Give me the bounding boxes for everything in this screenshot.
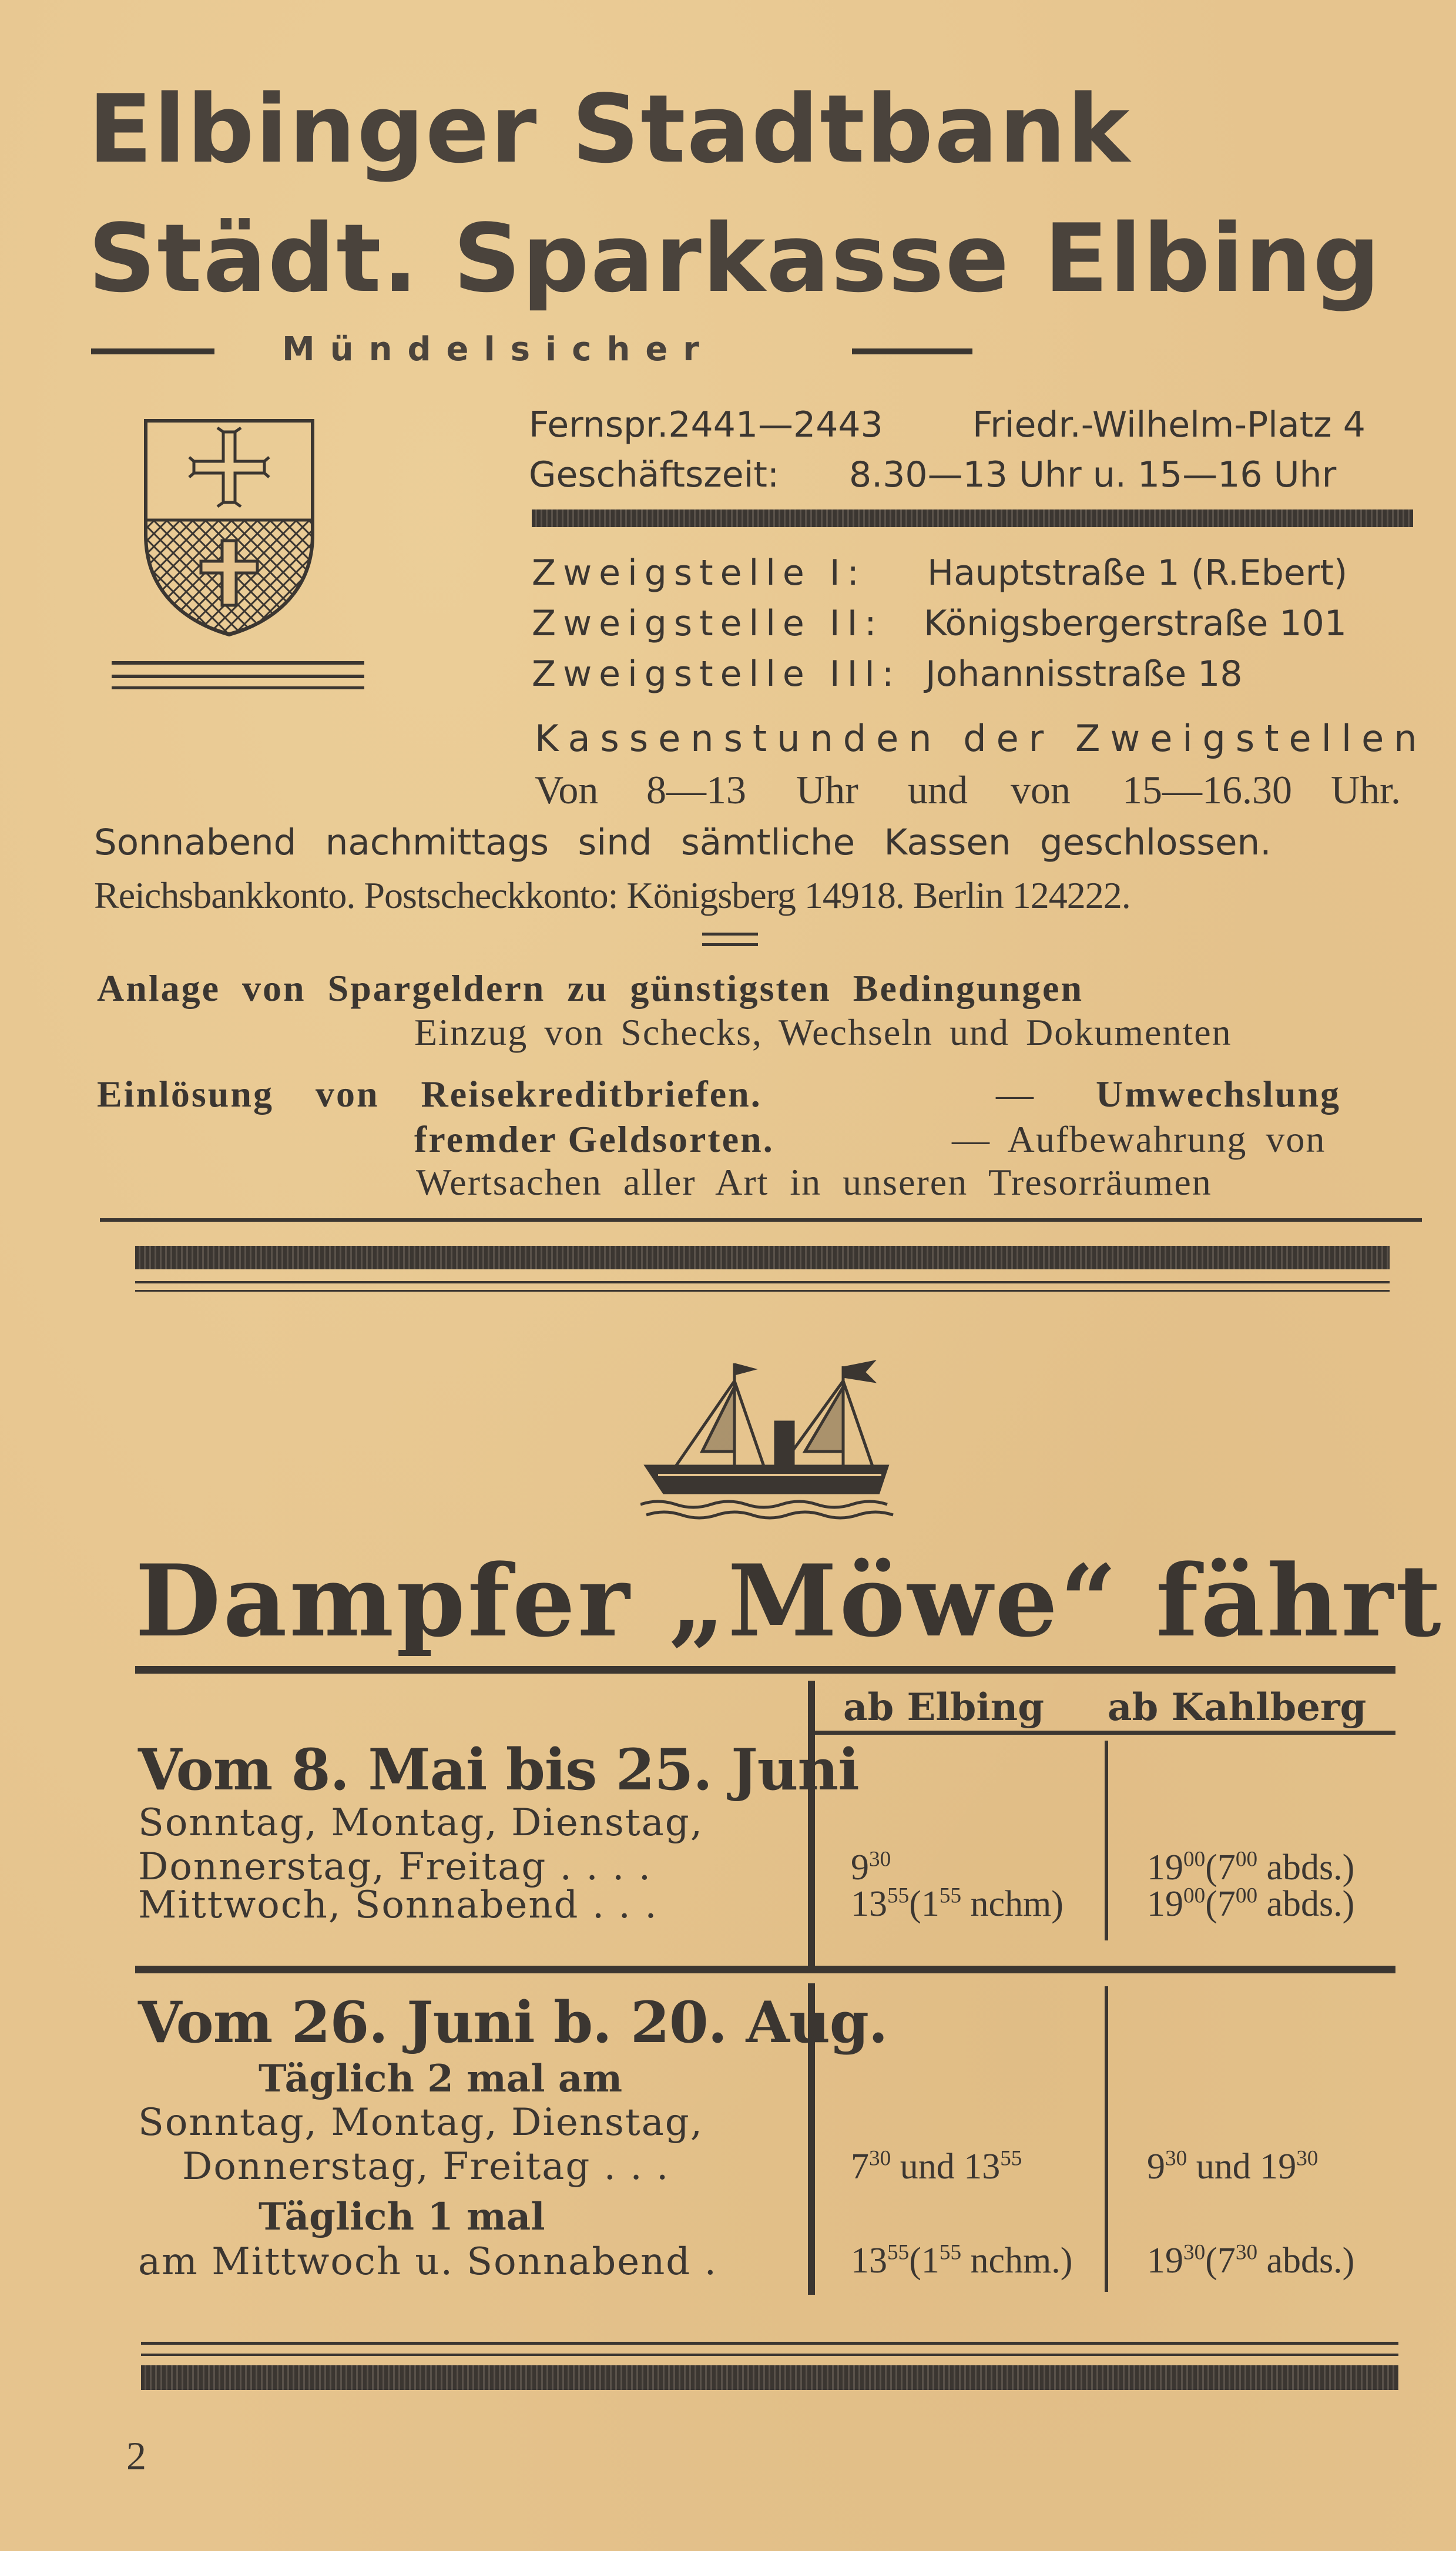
branch-hours-d: und	[908, 767, 968, 812]
period-1-heading: Vom 8. Mai bis 25. Juni	[138, 1737, 859, 1803]
branch-hours-f: 15—16.30	[1122, 767, 1292, 812]
p2-elbing-1: $7^{30}$ und $13^{55}$	[851, 2146, 1022, 2187]
service-2-text-a: — Aufbewahrung von	[952, 1118, 1326, 1160]
coat-of-arms-icon	[141, 417, 317, 638]
bank-title-line1: Elbinger Stadtbank	[88, 74, 1131, 184]
branch-1-label: Zweigstelle I:	[532, 552, 866, 594]
service-2-heading-a: Einlösung von Reisekreditbriefen.	[97, 1073, 762, 1115]
p1-elbing-1: $9^{30}$	[851, 1847, 891, 1888]
footer-rule-1	[141, 2342, 1398, 2345]
bank-bottom-rule	[100, 1218, 1422, 1222]
timetable-vline-main	[808, 1681, 815, 1972]
period-divider	[135, 1966, 1395, 1973]
tagline-rule-right	[852, 348, 972, 354]
p2-sub-2: Täglich 1 mal	[259, 2195, 545, 2239]
accounts-rule-1	[702, 933, 758, 936]
p1-days-2: Mittwoch, Sonnabend . . .	[138, 1883, 658, 1927]
branch-hours-title: Kassenstunden der Zweigstellen	[535, 717, 1427, 760]
service-2-dash: —	[996, 1073, 1034, 1115]
timetable-vline-mid-2	[1105, 1986, 1108, 2292]
tagline: Mündelsicher	[282, 330, 714, 368]
steamship-icon	[640, 1352, 899, 1522]
header-ab-kahlberg: ab Kahlberg	[1108, 1685, 1367, 1729]
saturday-note: Sonnabend nachmittags sind sämtliche Kassen geschlossen.	[94, 822, 1272, 863]
service-2-heading-b: Umwechslung	[1096, 1073, 1341, 1115]
branch-3-label: Zweigstelle III:	[532, 653, 901, 695]
arms-rule-3	[112, 686, 364, 689]
tagline-rule-left	[91, 348, 214, 354]
timetable-vline-mid	[1105, 1741, 1108, 1940]
service-1-heading: Anlage von Spargeldern zu günstigsten Bedingungen	[97, 967, 1084, 1009]
p1-days-1b: Donnerstag, Freitag . . . .	[138, 1845, 652, 1889]
branch-3-address: Johannisstraße 18	[925, 653, 1243, 695]
p2-days-1a: Sonntag, Montag, Dienstag,	[138, 2101, 704, 2144]
service-2-text-b: Wertsachen aller Art in unseren Tresorräumen	[416, 1161, 1212, 1203]
bank-accounts: Reichsbankkonto. Postscheckkonto: Königsberg 14918. Berlin 124222.	[94, 874, 1130, 916]
branch-hours-g: Uhr.	[1331, 767, 1401, 812]
bank-title-line2: Städt. Sparkasse Elbing	[88, 203, 1381, 313]
branch-hours-e: von	[1011, 767, 1071, 812]
branch-hours-c: Uhr	[796, 767, 858, 812]
page-number: 2	[126, 2433, 146, 2478]
header-ab-elbing: ab Elbing	[843, 1685, 1044, 1729]
p2-kahlberg-1: $9^{30}$ und $19^{30}$	[1147, 2146, 1319, 2187]
steamer-title: Dampfer „Möwe“ fährt	[135, 1543, 1444, 1659]
bank-bottom-rule-2	[135, 1281, 1390, 1283]
contact-divider	[532, 509, 1413, 527]
footer-rule-2	[141, 2354, 1398, 2356]
service-2-heading-c: fremder Geldsorten.	[414, 1118, 774, 1160]
bank-address: Friedr.-Wilhelm-Platz 4	[972, 404, 1366, 445]
arms-rule-1	[112, 661, 364, 665]
branch-2-label: Zweigstelle II:	[532, 603, 884, 644]
branch-2-address: Königsbergerstraße 101	[924, 603, 1347, 644]
header-under-rule	[814, 1731, 1395, 1735]
timetable-top-rule	[135, 1666, 1395, 1674]
bank-bottom-rule-3	[135, 1290, 1390, 1292]
footer-band	[141, 2365, 1398, 2390]
p2-days-1b: Donnerstag, Freitag . . .	[182, 2145, 670, 2188]
p1-elbing-2: $13^{55}(1^{55}$ nchm)	[851, 1883, 1064, 1924]
hours-label: Geschäftszeit:	[529, 454, 780, 495]
branch-1-address: Hauptstraße 1 (R.Ebert)	[927, 552, 1348, 594]
p2-days-2: am Mittwoch u. Sonnabend .	[138, 2240, 717, 2284]
bank-bottom-band	[135, 1246, 1390, 1269]
accounts-rule-2	[702, 943, 758, 946]
p1-days-1a: Sonntag, Montag, Dienstag,	[138, 1801, 704, 1845]
arms-rule-2	[112, 675, 364, 678]
branch-hours-b: 8—13	[646, 767, 746, 812]
hours-value: 8.30—13 Uhr u. 15—16 Uhr	[849, 454, 1337, 495]
p1-kahlberg-1: $19^{00}(7^{00}$ abds.)	[1147, 1847, 1355, 1888]
service-1-text: Einzug von Schecks, Wechseln und Dokumenten	[414, 1011, 1232, 1053]
period-2-heading: Vom 26. Juni b. 20. Aug.	[138, 1989, 888, 2056]
p2-elbing-2: $13^{55}(1^{55}$ nchm.)	[851, 2240, 1073, 2281]
p1-kahlberg-2: $19^{00}(7^{00}$ abds.)	[1147, 1883, 1355, 1924]
branch-hours-a: Von	[535, 767, 599, 812]
phone-number: Fernspr.2441—2443	[529, 404, 883, 445]
p2-sub-1: Täglich 2 mal am	[259, 2057, 623, 2101]
p2-kahlberg-2: $19^{30}(7^{30}$ abds.)	[1147, 2240, 1355, 2281]
